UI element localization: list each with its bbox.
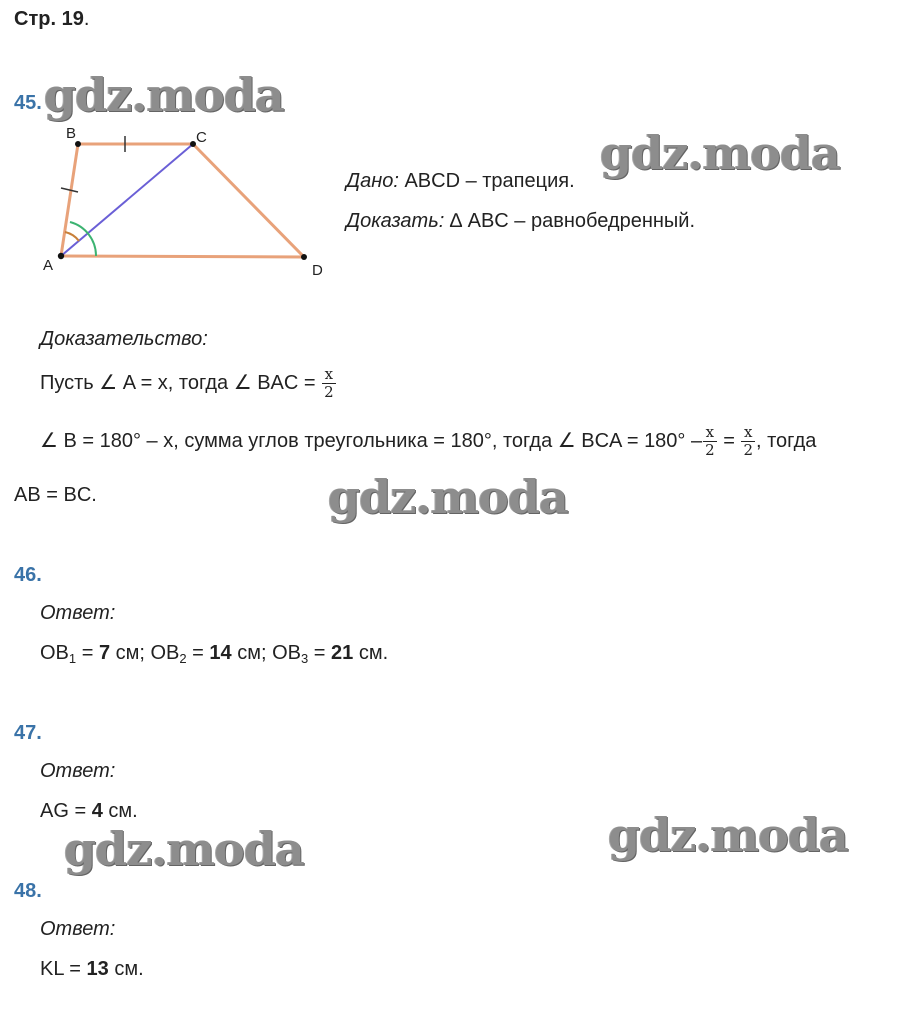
watermark: gdz.moda bbox=[64, 822, 304, 876]
given-text: ABCD – трапеция. bbox=[398, 170, 575, 192]
fraction-x-over-2: $\frac{x}{2}$ bbox=[324, 365, 334, 401]
trapezoid-figure bbox=[30, 118, 340, 278]
watermark: gdz.moda bbox=[600, 126, 840, 180]
fraction-x-over-2: $\frac{x}{2}$ bbox=[743, 423, 753, 459]
label-c: C bbox=[196, 129, 207, 146]
problem-47-answer: AG = 4 см. bbox=[40, 800, 138, 822]
edge-ab bbox=[61, 144, 78, 256]
problem-48-answer: KL = 13 см. bbox=[40, 958, 144, 980]
problem-47-number: 47. bbox=[14, 722, 42, 744]
diagonal-ac bbox=[61, 144, 193, 256]
given-line bbox=[346, 170, 575, 193]
label-d: D bbox=[312, 262, 323, 278]
edge-cd bbox=[193, 144, 304, 257]
fraction-x-over-2: $\frac{x}{2}$ bbox=[705, 423, 715, 459]
problem-46-answer: $OB_1 = 7$ см; $OB_2 = 14$ см; $OB_3 = 21$ см. bbox=[40, 642, 389, 666]
watermark: gdz.moda bbox=[328, 470, 568, 524]
proof-label: Доказательство: bbox=[40, 328, 208, 350]
problem-46-number: 46. bbox=[14, 564, 42, 586]
vertex-a bbox=[58, 253, 64, 259]
problem-48-answer-label: Ответ: bbox=[40, 918, 116, 940]
edge-ad bbox=[61, 256, 304, 257]
proof-line-1: Пусть ∠ A = x, тогда ∠ BAC = $\frac{x}{2}$ bbox=[40, 365, 334, 401]
problem-46-answer-label: Ответ: bbox=[40, 602, 116, 624]
label-a: A bbox=[43, 257, 54, 274]
problem-48-number: 48. bbox=[14, 880, 42, 902]
watermark: gdz.moda bbox=[608, 808, 848, 862]
vertex-d bbox=[301, 254, 307, 260]
page-label: Стр. 19. bbox=[14, 8, 90, 30]
prove-text: ∆ ABC – равнобедренный. bbox=[444, 210, 696, 232]
prove-line bbox=[346, 210, 695, 233]
angle-bac-arc bbox=[65, 232, 79, 241]
label-b: B bbox=[66, 125, 77, 142]
angle-a-arc bbox=[70, 222, 96, 256]
problem-45-number: 45. bbox=[14, 92, 42, 114]
proof-line-3: AB = BC. bbox=[14, 484, 97, 506]
problem-47-answer-label: Ответ: bbox=[40, 760, 116, 782]
watermark: gdz.moda bbox=[44, 68, 284, 122]
prove-label: Доказать: bbox=[346, 210, 445, 232]
proof-line-2: ∠ B = 180° – x, сумма углов треугольника = 180°, тогда ∠ BCA = 180° – $\frac{x}{2}$ = $\frac{x}{2}$ , тогда bbox=[40, 423, 817, 459]
given-label: Дано: bbox=[346, 170, 399, 192]
